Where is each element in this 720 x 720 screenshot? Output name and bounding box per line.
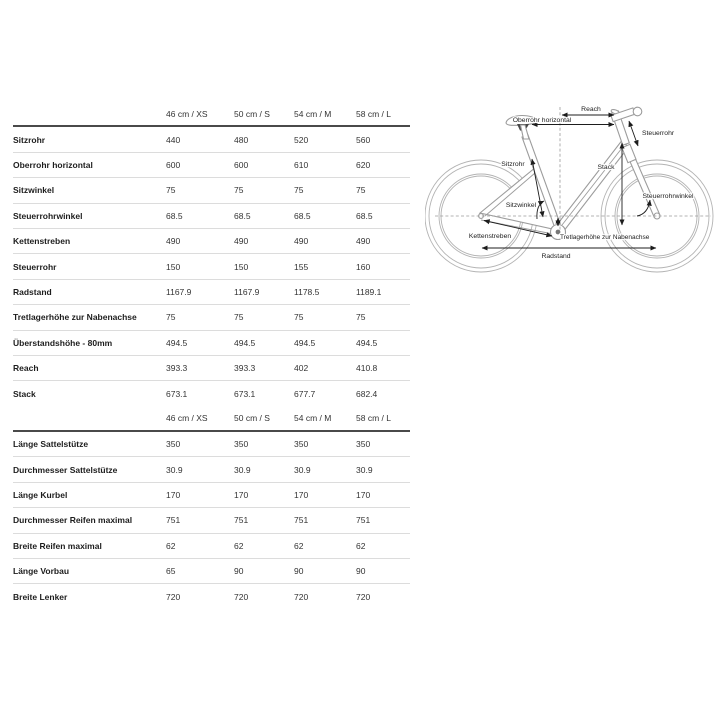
row-label: Länge Kurbel: [13, 490, 68, 501]
cell-value: 150: [234, 261, 249, 272]
sitzwinkel-label: Sitzwinkel: [505, 202, 537, 209]
cell-value: 720: [356, 592, 371, 603]
table-row: [13, 331, 410, 356]
table-row: [13, 356, 410, 381]
row-label: Länge Vorbau: [13, 566, 70, 577]
bike-frame: [479, 107, 660, 239]
row-label: Breite Reifen maximal: [13, 540, 102, 551]
size-header-row: [13, 102, 410, 127]
cell-value: 350: [166, 439, 181, 450]
cell-value: 75: [356, 312, 366, 323]
row-label: Überstandshöhe - 80mm: [13, 337, 113, 348]
steuerrohr-arrow: [629, 121, 638, 146]
table-row: [13, 483, 410, 508]
cell-value: 30.9: [166, 464, 183, 475]
cell-value: 155: [294, 261, 309, 272]
cell-value: 560: [356, 134, 371, 145]
cell-value: 75: [294, 312, 304, 323]
cell-value: 490: [234, 236, 249, 247]
table-row: [13, 305, 410, 330]
cell-value: 160: [356, 261, 371, 272]
tretlagerhoehe-label: Tretlagerhöhe zur Nabenachse: [560, 234, 650, 241]
row-label: Stack: [13, 388, 36, 399]
cell-value: 1167.9: [234, 286, 260, 297]
battery-line: [562, 148, 622, 225]
cell-value: 1189.1: [356, 286, 382, 297]
cell-value: 600: [166, 159, 181, 170]
radstand-label: Radstand: [541, 253, 571, 260]
cell-value: 610: [294, 159, 309, 170]
bike-geometry-diagram: [425, 92, 720, 277]
geometry-table: [13, 102, 410, 610]
cell-value: 402: [294, 363, 309, 374]
size-header: 54 cm / M: [294, 413, 332, 424]
table-row: [13, 280, 410, 305]
cell-value: 673.1: [166, 388, 188, 399]
cell-value: 90: [356, 566, 366, 577]
cell-value: 673.1: [234, 388, 256, 399]
row-label: Sitzrohr: [13, 134, 46, 145]
cell-value: 90: [294, 566, 304, 577]
cell-value: 520: [294, 134, 309, 145]
size-header: 50 cm / S: [234, 413, 270, 424]
size-header-row: [13, 407, 410, 432]
cell-value: 720: [166, 592, 181, 603]
row-label: Oberrohr horizontal: [13, 159, 93, 170]
cell-value: 751: [294, 515, 309, 526]
cell-value: 90: [234, 566, 244, 577]
cell-value: 75: [166, 312, 176, 323]
size-header: 50 cm / S: [234, 108, 270, 119]
cell-value: 490: [294, 236, 309, 247]
row-label: Sitzwinkel: [13, 185, 55, 196]
cell-value: 75: [234, 312, 244, 323]
row-label: Steuerrohr: [13, 261, 57, 272]
cell-value: 393.3: [234, 363, 256, 374]
size-header: 58 cm / L: [356, 413, 391, 424]
row-label: Breite Lenker: [13, 592, 68, 603]
cell-value: 494.5: [166, 337, 188, 348]
size-header: 46 cm / XS: [166, 413, 208, 424]
cell-value: 170: [294, 490, 309, 501]
table-row: [13, 457, 410, 482]
cell-value: 65: [166, 566, 176, 577]
cell-value: 1178.5: [294, 286, 320, 297]
cell-value: 350: [294, 439, 309, 450]
table-row: [13, 534, 410, 559]
reach-label: Reach: [581, 106, 601, 113]
row-label: Tretlagerhöhe zur Nabenachse: [13, 312, 137, 323]
cell-value: 68.5: [234, 210, 251, 221]
cell-value: 75: [234, 185, 244, 196]
cell-value: 494.5: [234, 337, 256, 348]
cell-value: 393.3: [166, 363, 188, 374]
cell-value: 440: [166, 134, 181, 145]
size-header: 54 cm / M: [294, 108, 332, 119]
oberrohr-label: Oberrohr horizontal: [512, 117, 572, 124]
cell-value: 68.5: [356, 210, 373, 221]
cell-value: 490: [356, 236, 371, 247]
cell-value: 720: [294, 592, 309, 603]
cell-value: 75: [356, 185, 366, 196]
steuerrohrwinkel-label: Steuerrohrwinkel: [642, 193, 694, 200]
cell-value: 494.5: [294, 337, 316, 348]
cell-value: 751: [356, 515, 371, 526]
table-row: [13, 559, 410, 584]
sitzrohr-label: Sitzrohr: [501, 161, 525, 168]
cell-value: 751: [166, 515, 181, 526]
cell-value: 600: [234, 159, 249, 170]
cell-value: 150: [166, 261, 181, 272]
cell-value: 30.9: [294, 464, 311, 475]
size-header: 46 cm / XS: [166, 108, 208, 119]
table-row: [13, 229, 410, 254]
cell-value: 62: [234, 540, 244, 551]
cell-value: 30.9: [356, 464, 373, 475]
cell-value: 410.8: [356, 363, 378, 374]
stack-label: Stack: [597, 164, 615, 171]
cell-value: 677.7: [294, 388, 316, 399]
fork-crown: [622, 144, 636, 162]
handlebar-grip: [633, 107, 642, 116]
kettenstreben-label: Kettenstreben: [468, 233, 512, 240]
row-label: Radstand: [13, 286, 52, 297]
table-row: [13, 254, 410, 279]
row-label: Kettenstreben: [13, 236, 71, 247]
row-label: Reach: [13, 363, 39, 374]
cell-value: 75: [166, 185, 176, 196]
row-label: Durchmesser Sattelstütze: [13, 464, 118, 475]
cell-value: 480: [234, 134, 249, 145]
cell-value: 62: [166, 540, 176, 551]
table-row: [13, 508, 410, 533]
cell-value: 350: [356, 439, 371, 450]
table-row: [13, 127, 410, 152]
cell-value: 620: [356, 159, 371, 170]
cell-value: 751: [234, 515, 249, 526]
cell-value: 720: [234, 592, 249, 603]
table-row: [13, 584, 410, 609]
cell-value: 170: [166, 490, 181, 501]
cell-value: 170: [234, 490, 249, 501]
cell-value: 170: [356, 490, 371, 501]
size-header: 58 cm / L: [356, 108, 391, 119]
row-label: Steuerrohrwinkel: [13, 210, 83, 221]
table-row: [13, 204, 410, 229]
table-row: [13, 178, 410, 203]
cell-value: 75: [294, 185, 304, 196]
row-label: Länge Sattelstütze: [13, 439, 89, 450]
steuerrohr-label: Steuerrohr: [642, 130, 675, 137]
cell-value: 68.5: [166, 210, 183, 221]
table-row: [13, 153, 410, 178]
cell-value: 494.5: [356, 337, 378, 348]
cell-value: 1167.9: [166, 286, 192, 297]
cell-value: 682.4: [356, 388, 378, 399]
cell-value: 490: [166, 236, 181, 247]
cell-value: 30.9: [234, 464, 251, 475]
cell-value: 62: [356, 540, 366, 551]
table-row: [13, 381, 410, 406]
table-row: [13, 432, 410, 457]
row-label: Durchmesser Reifen maximal: [13, 515, 133, 526]
cell-value: 68.5: [294, 210, 311, 221]
cell-value: 62: [294, 540, 304, 551]
cell-value: 350: [234, 439, 249, 450]
